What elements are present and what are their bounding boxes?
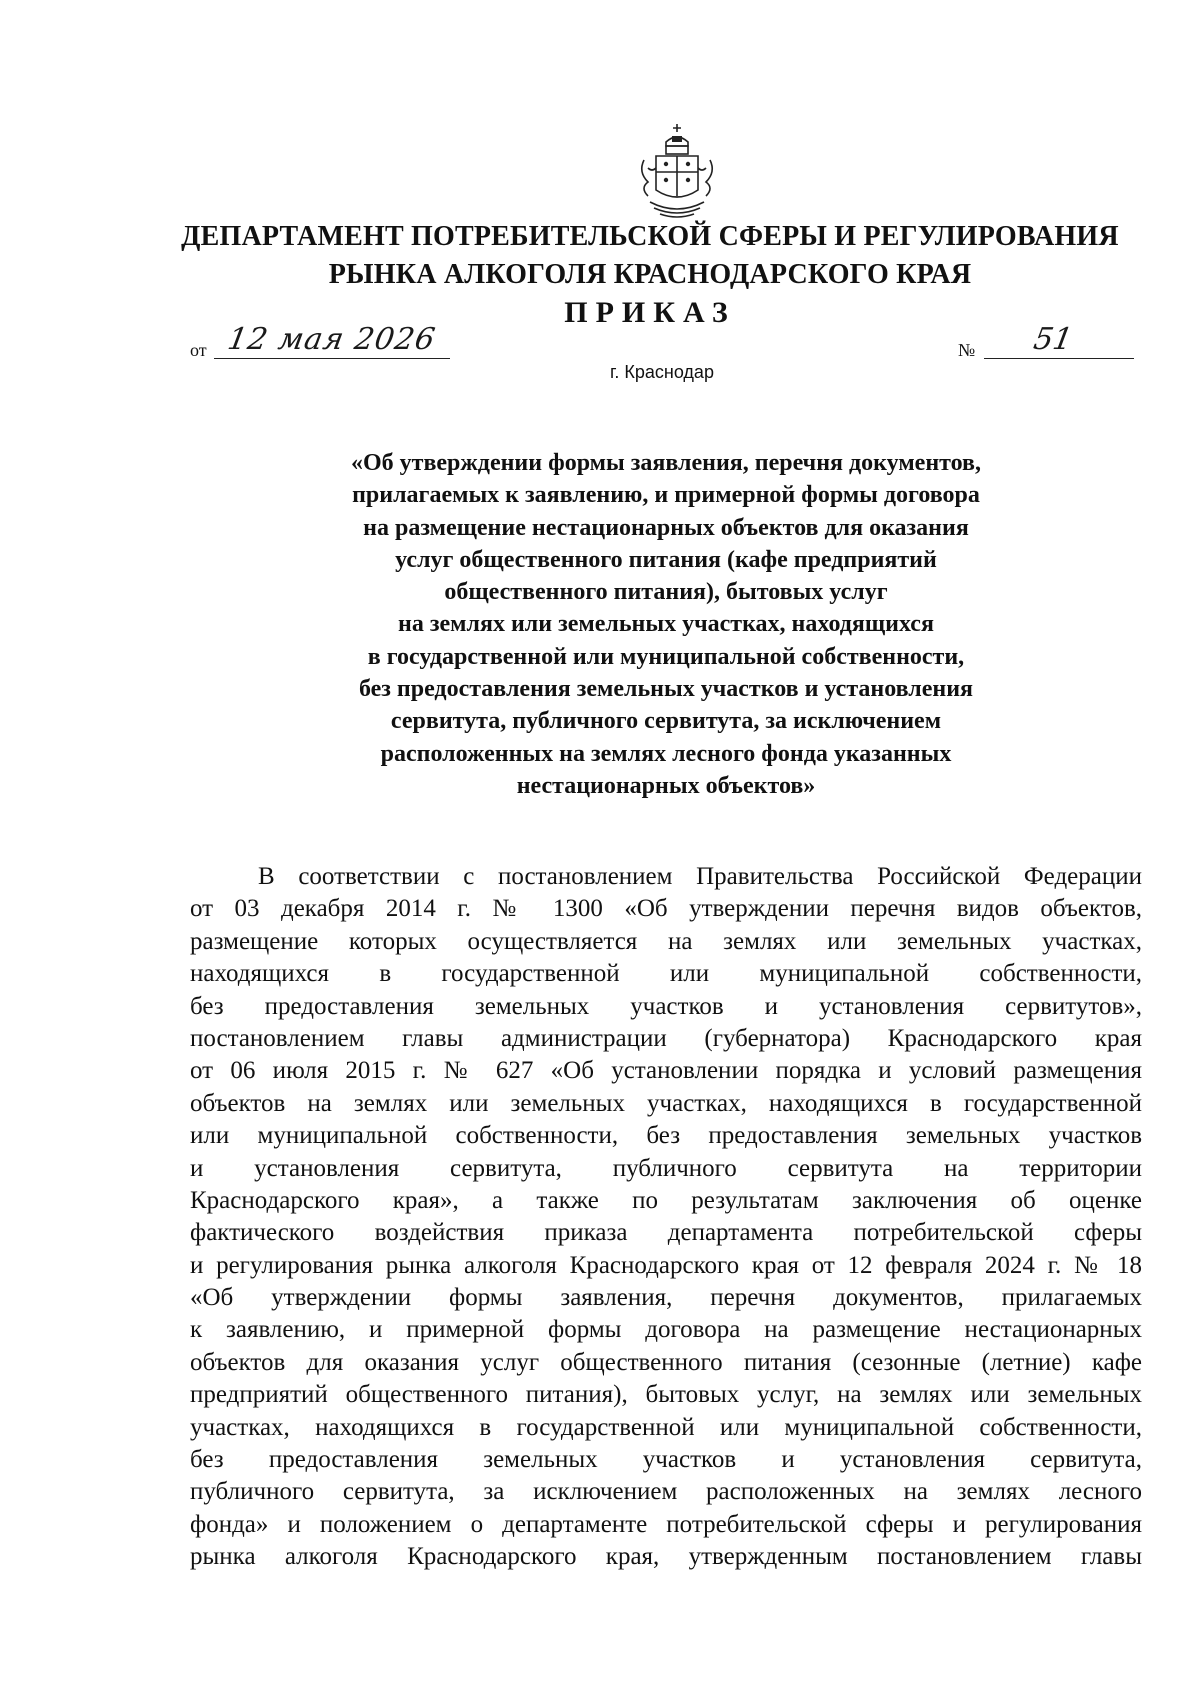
body-line: предприятий общественного питания), бытовых услуг, на землях или земельных — [190, 1381, 1142, 1409]
subject-line: на землях или земельных участках, находящихся — [398, 611, 934, 638]
body-line: и регулирования рынка алкоголя Краснодарского края от 12 февраля 2024 г. № 18 — [190, 1251, 1142, 1279]
body-line: постановлением главы администрации (губернатора) Краснодарского края — [190, 1024, 1142, 1052]
body-line: «Об утверждении формы заявления, перечня документов, прилагаемых — [190, 1284, 1142, 1312]
body-line: объектов для оказания услуг общественного питания (сезонные (летние) кафе — [190, 1348, 1142, 1376]
subject-line: без предоставления земельных участков и установления — [358, 676, 974, 703]
subject-line: на размещение нестационарных объектов для оказания — [363, 514, 969, 541]
number-underline — [984, 358, 1134, 359]
date-underline — [214, 358, 450, 359]
body-line: находящихся в государственной или муниципальной собственности, — [190, 960, 1142, 988]
subject-line: «Об утверждении формы заявления, перечня документов, — [350, 450, 981, 476]
date-label: от — [190, 340, 207, 360]
subject-line: сервитута, публичного сервитута, за исключением — [390, 708, 942, 735]
handwritten-number: 51 — [1030, 322, 1076, 357]
order-subject — [190, 447, 1142, 802]
body-line: без предоставления земельных участков и установления сервитутов», — [190, 992, 1142, 1020]
body-line: публичного сервитута, за исключением расположенных на землях лесного — [190, 1478, 1142, 1506]
body-line: размещение которых осуществляется на землях или земельных участках, — [190, 927, 1142, 955]
body-line: к заявлению, и примерной формы договора на размещение нестационарных — [190, 1316, 1142, 1344]
subject-line: в государственной или муниципальной собственности, — [367, 643, 965, 670]
document-type-title: ПРИКАЗ — [564, 296, 736, 329]
body-line: Краснодарского края», а также по результатам заключения об оценке — [190, 1186, 1142, 1214]
subject-line: нестационарных объектов» — [516, 772, 816, 799]
body-line: участках, находящихся в государственной или муниципальной собственности, — [190, 1413, 1142, 1441]
body-line: фонда» и положением о департаменте потребительской сферы и регулирования — [190, 1510, 1142, 1538]
body-line: фактического воздействия приказа департамента потребительской сферы — [190, 1219, 1142, 1247]
coat-of-arms-emblem — [636, 120, 718, 220]
subject-line: прилагаемых к заявлению, и примерной формы договора — [352, 482, 980, 509]
department-name — [150, 218, 1150, 294]
number-label: № — [958, 340, 976, 360]
department-name-line-1: ДЕПАРТАМЕНТ ПОТРЕБИТЕЛЬСКОЙ СФЕРЫ И РЕГУЛИРОВАНИЯ — [181, 221, 1119, 252]
subject-line: общественного питания), бытовых услуг — [444, 579, 888, 606]
body-line: или муниципальной собственности, без предоставления земельных участков — [190, 1122, 1142, 1150]
body-line: В соответствии с постановлением Правительства Российской Федерации — [258, 863, 1142, 890]
city-label: г. Краснодар — [610, 362, 714, 382]
body-line: объектов на землях или земельных участках, находящихся в государственной — [190, 1089, 1142, 1117]
body-line: рынка алкоголя Краснодарского края, утвержденным постановлением главы — [190, 1543, 1142, 1571]
body-line: от 06 июля 2015 г. № 627 «Об установлении порядка и условий размещения — [190, 1057, 1142, 1085]
subject-line: услуг общественного питания (кафе предприятий — [395, 546, 937, 573]
body-line: от 03 декабря 2014 г. № 1300 «Об утверждении перечня видов объектов, — [190, 895, 1142, 923]
department-name-line-2: РЫНКА АЛКОГОЛЯ КРАСНОДАРСКОГО КРАЯ — [328, 259, 972, 290]
body-line: без предоставления земельных участков и установления сервитута, — [190, 1446, 1142, 1474]
handwritten-date: 12 мая 2026 — [224, 322, 439, 357]
order-body-paragraph — [190, 861, 1142, 1574]
krasnodar-coat-of-arms-icon — [636, 120, 718, 220]
body-line: и установления сервитута, публичного сервитута на территории — [190, 1154, 1142, 1182]
subject-line: расположенных на землях лесного фонда указанных — [380, 740, 952, 767]
